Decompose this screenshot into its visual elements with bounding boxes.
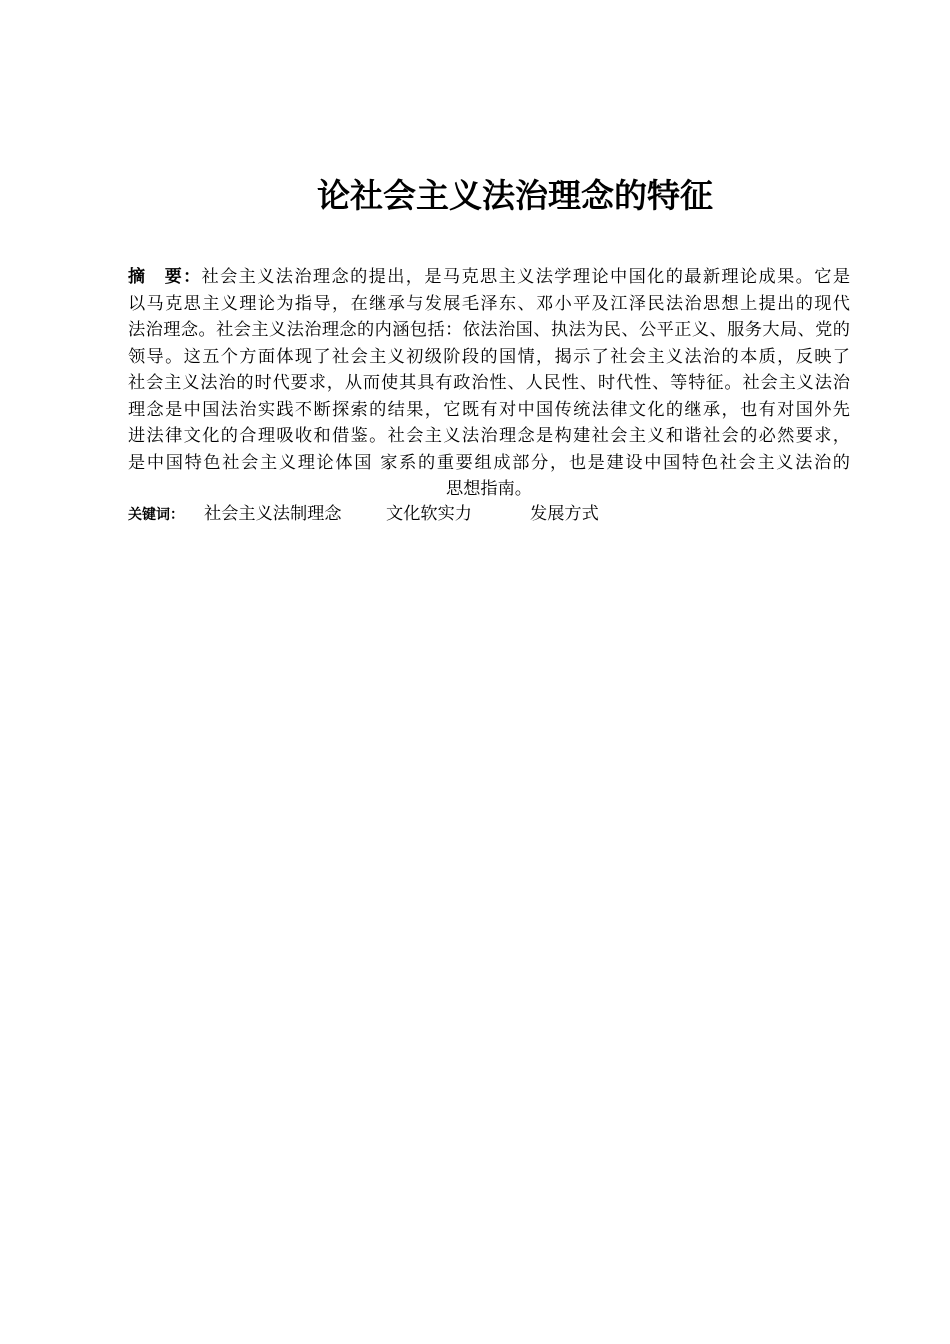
abstract-line: 社会主义法治的时代要求，从而使其具有政治性、人民性、时代性、等特征。社会主义法治 xyxy=(128,373,850,393)
keywords-label: 关键词： xyxy=(128,507,184,523)
abstract-line: 是中国特色社会主义理论体国 家系的重要组成部分，也是建设中国特色社会主义法治的 xyxy=(128,452,850,473)
keyword-item: 文化软实力 xyxy=(386,504,472,524)
keywords xyxy=(128,500,599,528)
abstract-text: 社会主义法治理念的提出，是马克思主义法学理论中国化的最新理论成果。它是 xyxy=(201,267,851,287)
keyword-item: 社会主义法制理念 xyxy=(204,504,342,524)
abstract-line: 以马克思主义理论为指导，在继承与发展毛泽东、邓小平及江泽民法治思想上提出的现代 xyxy=(128,293,850,314)
keyword-item: 发展方式 xyxy=(530,504,599,524)
abstract-label: 摘 要 xyxy=(128,267,184,287)
paper-title: 论社会主义法治理念的特征 xyxy=(317,176,713,215)
abstract-line: 法治理念。社会主义法治理念的内涵包括：依法治国、执法为民、公平正义、服务大局、党的 xyxy=(128,320,850,340)
abstract-line xyxy=(128,264,850,291)
abstract-line: 思想指南。 xyxy=(446,479,532,499)
abstract-label-colon: ： xyxy=(183,267,202,287)
abstract-line: 进法律文化的合理吸收和借鉴。社会主义法治理念是构建社会主义和谐社会的必然要求， xyxy=(128,426,850,446)
abstract-line: 领导。这五个方面体现了社会主义初级阶段的国情，揭示了社会主义法治的本质，反映了 xyxy=(128,346,850,367)
abstract-line: 理念是中国法治实践不断探索的结果，它既有对中国传统法律文化的继承，也有对国外先 xyxy=(128,399,850,420)
abstract xyxy=(128,264,850,503)
